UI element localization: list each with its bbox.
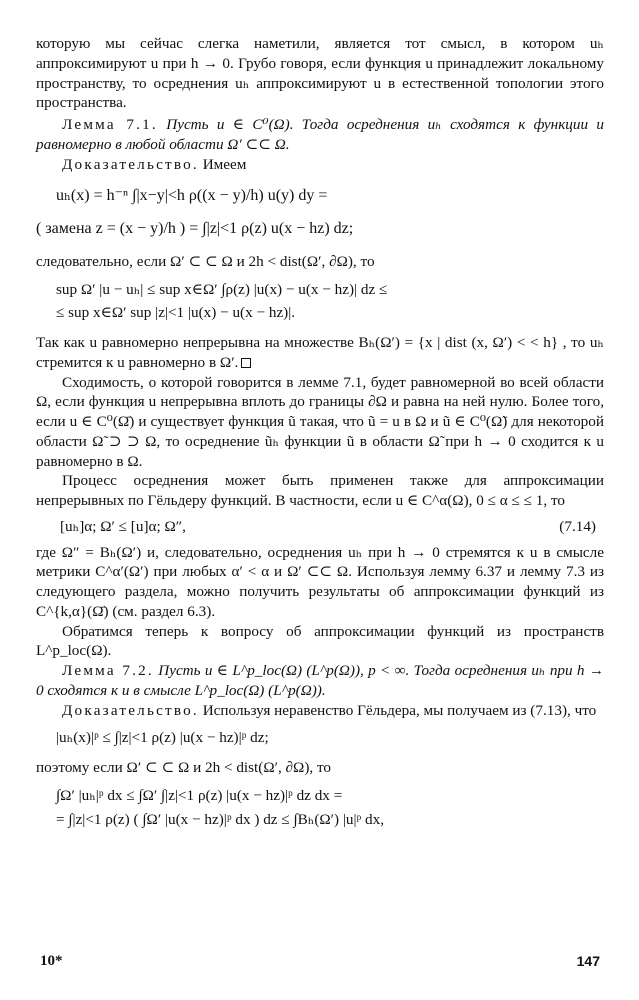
lemma-7-1 [36,115,604,155]
formula-mollifier-definition: uₕ(x) = h⁻ⁿ ∫|x−y|<h ρ((x − y)/h) u(y) dy = [56,187,328,205]
lemma-7-1-label: Лемма 7.1. [62,116,158,133]
lemma-7-1-text: Пусть u ∈ C⁰(Ω). Тогда осреднения uₕ сходятся к функции u равномерно в любой области Ω′ ⊂⊂ Ω. [36,116,604,153]
lemma-7-2-text: Пусть u ∈ L^p_loc(Ω) (L^p(Ω)), p < ∞. Тогда осреднения uₕ при h → 0 сходятся к u в смысле L^p_loc(Ω) (L^p(Ω)). [36,662,605,699]
equation-7-14-number: (7.14) [559,517,596,535]
proof-intro: Имеем [202,155,247,173]
formula-integral-estimate: ∫Ω′ |uₕ|ᵖ dx ≤ ∫Ω′ ∫|z|<1 ρ(z) |u(x − hz)|ᵖ dz dx = [56,786,343,804]
formula-substitution: ( замена z = (x − y)/h ) = ∫|z|<1 ρ(z) u(x − hz) dz; [36,220,354,238]
formula-integral-bound: = ∫|z|<1 ρ(z) ( ∫Ω′ |u(x − hz)|ᵖ dx ) dz ≤ ∫Bₕ(Ω′) |u|ᵖ dx, [56,810,385,828]
paragraph-lp-approximation: Обратимся теперь к вопросу об аппроксимации функций из пространств L^p_loc(Ω). [36,622,604,660]
equation-7-14 [60,517,604,537]
uniform-continuity-text: Так как u равномерно непрерывна на множестве Bₕ(Ω′) = {x | dist (x, Ω′) < < h} , то uₕ стремится к u равномерно в Ω′. [36,334,604,371]
paragraph-holder-consequence: где Ω″ = Bₕ(Ω′) и, следовательно, осреднения uₕ при h → 0 стремятся к u в смысле метрики C^α′(Ω′) при любых α′ < α и Ω′ ⊂⊂ Ω. Используя лемму 6.37 и лемму 7.3 из следующего раздела, можно получить результаты об аппроксимации функций из C^{k,α}(Ω̄) (см. раздел 6.3). [36,543,604,620]
lemma-7-2 [36,661,604,701]
equation-7-14-body: [uₕ]α; Ω′ ≤ [u]α; Ω″, [60,517,186,535]
paragraph-uniform-continuity [36,333,604,373]
formula-sup-bound: ≤ sup x∈Ω′ sup |z|<1 |u(x) − u(x − hz)|. [56,304,296,322]
page-number: 147 [576,953,600,969]
proof-7-2 [36,701,604,721]
formula-sup-estimate: sup Ω′ |u − uₕ| ≤ sup x∈Ω′ ∫ρ(z) |u(x) − u(x − hz)| dz ≤ [56,280,388,298]
proof-7-1 [36,155,604,175]
formula-holder-inequality: |uₕ(x)|ᵖ ≤ ∫|z|<1 ρ(z) |u(x − hz)|ᵖ dz; [56,729,269,747]
proof-2-text: Используя неравенство Гёльдера, мы получаем из (7.13), что [202,701,597,719]
paragraph-therefore: поэтому если Ω′ ⊂ ⊂ Ω и 2h < dist(Ω′, ∂Ω), то [36,759,332,777]
lemma-7-2-label: Лемма 7.2. [62,662,154,680]
paragraph-intro: которую мы сейчас слегка наметили, является тот смысл, в котором uₕ аппроксимируют u при h → 0. Грубо говоря, если функция u принадлежит локальному пространству, то осреднения uₕ аппроксимируют u в естественной топологии этого пространства. [36,35,604,112]
paragraph-convergence: Сходимость, о которой говорится в лемме 7.1, будет равномерной во всей области Ω, если функция u непрерывна вплоть до границы ∂Ω и равна на ней нулю. Более того, если u ∈ C⁰(Ω̄) и существует функция ũ такая, что ũ = u в Ω и ũ ∈ C⁰(Ω̃) для некоторой области Ω̃ ⊃ ⊃ Ω, то осреднение ũₕ функции ũ в области Ω̃ при h → 0 сходится к u равномерно в Ω. [36,373,604,470]
qed-icon [241,358,251,368]
signature-mark: 10* [40,953,63,969]
proof-label: Доказательство. [62,155,199,173]
paragraph-holder: Процесс осреднения может быть применен также для аппроксимации непрерывных по Гёльдеру функций. В частности, если u ∈ C^α(Ω), 0 ≤ α ≤ ≤ 1, то [36,472,604,510]
page-content [36,34,604,833]
paragraph-consequence: следовательно, если Ω′ ⊂ ⊂ Ω и 2h < dist(Ω′, ∂Ω), то [36,252,375,270]
page-footer [40,952,600,972]
proof-2-label: Доказательство. [62,701,199,719]
